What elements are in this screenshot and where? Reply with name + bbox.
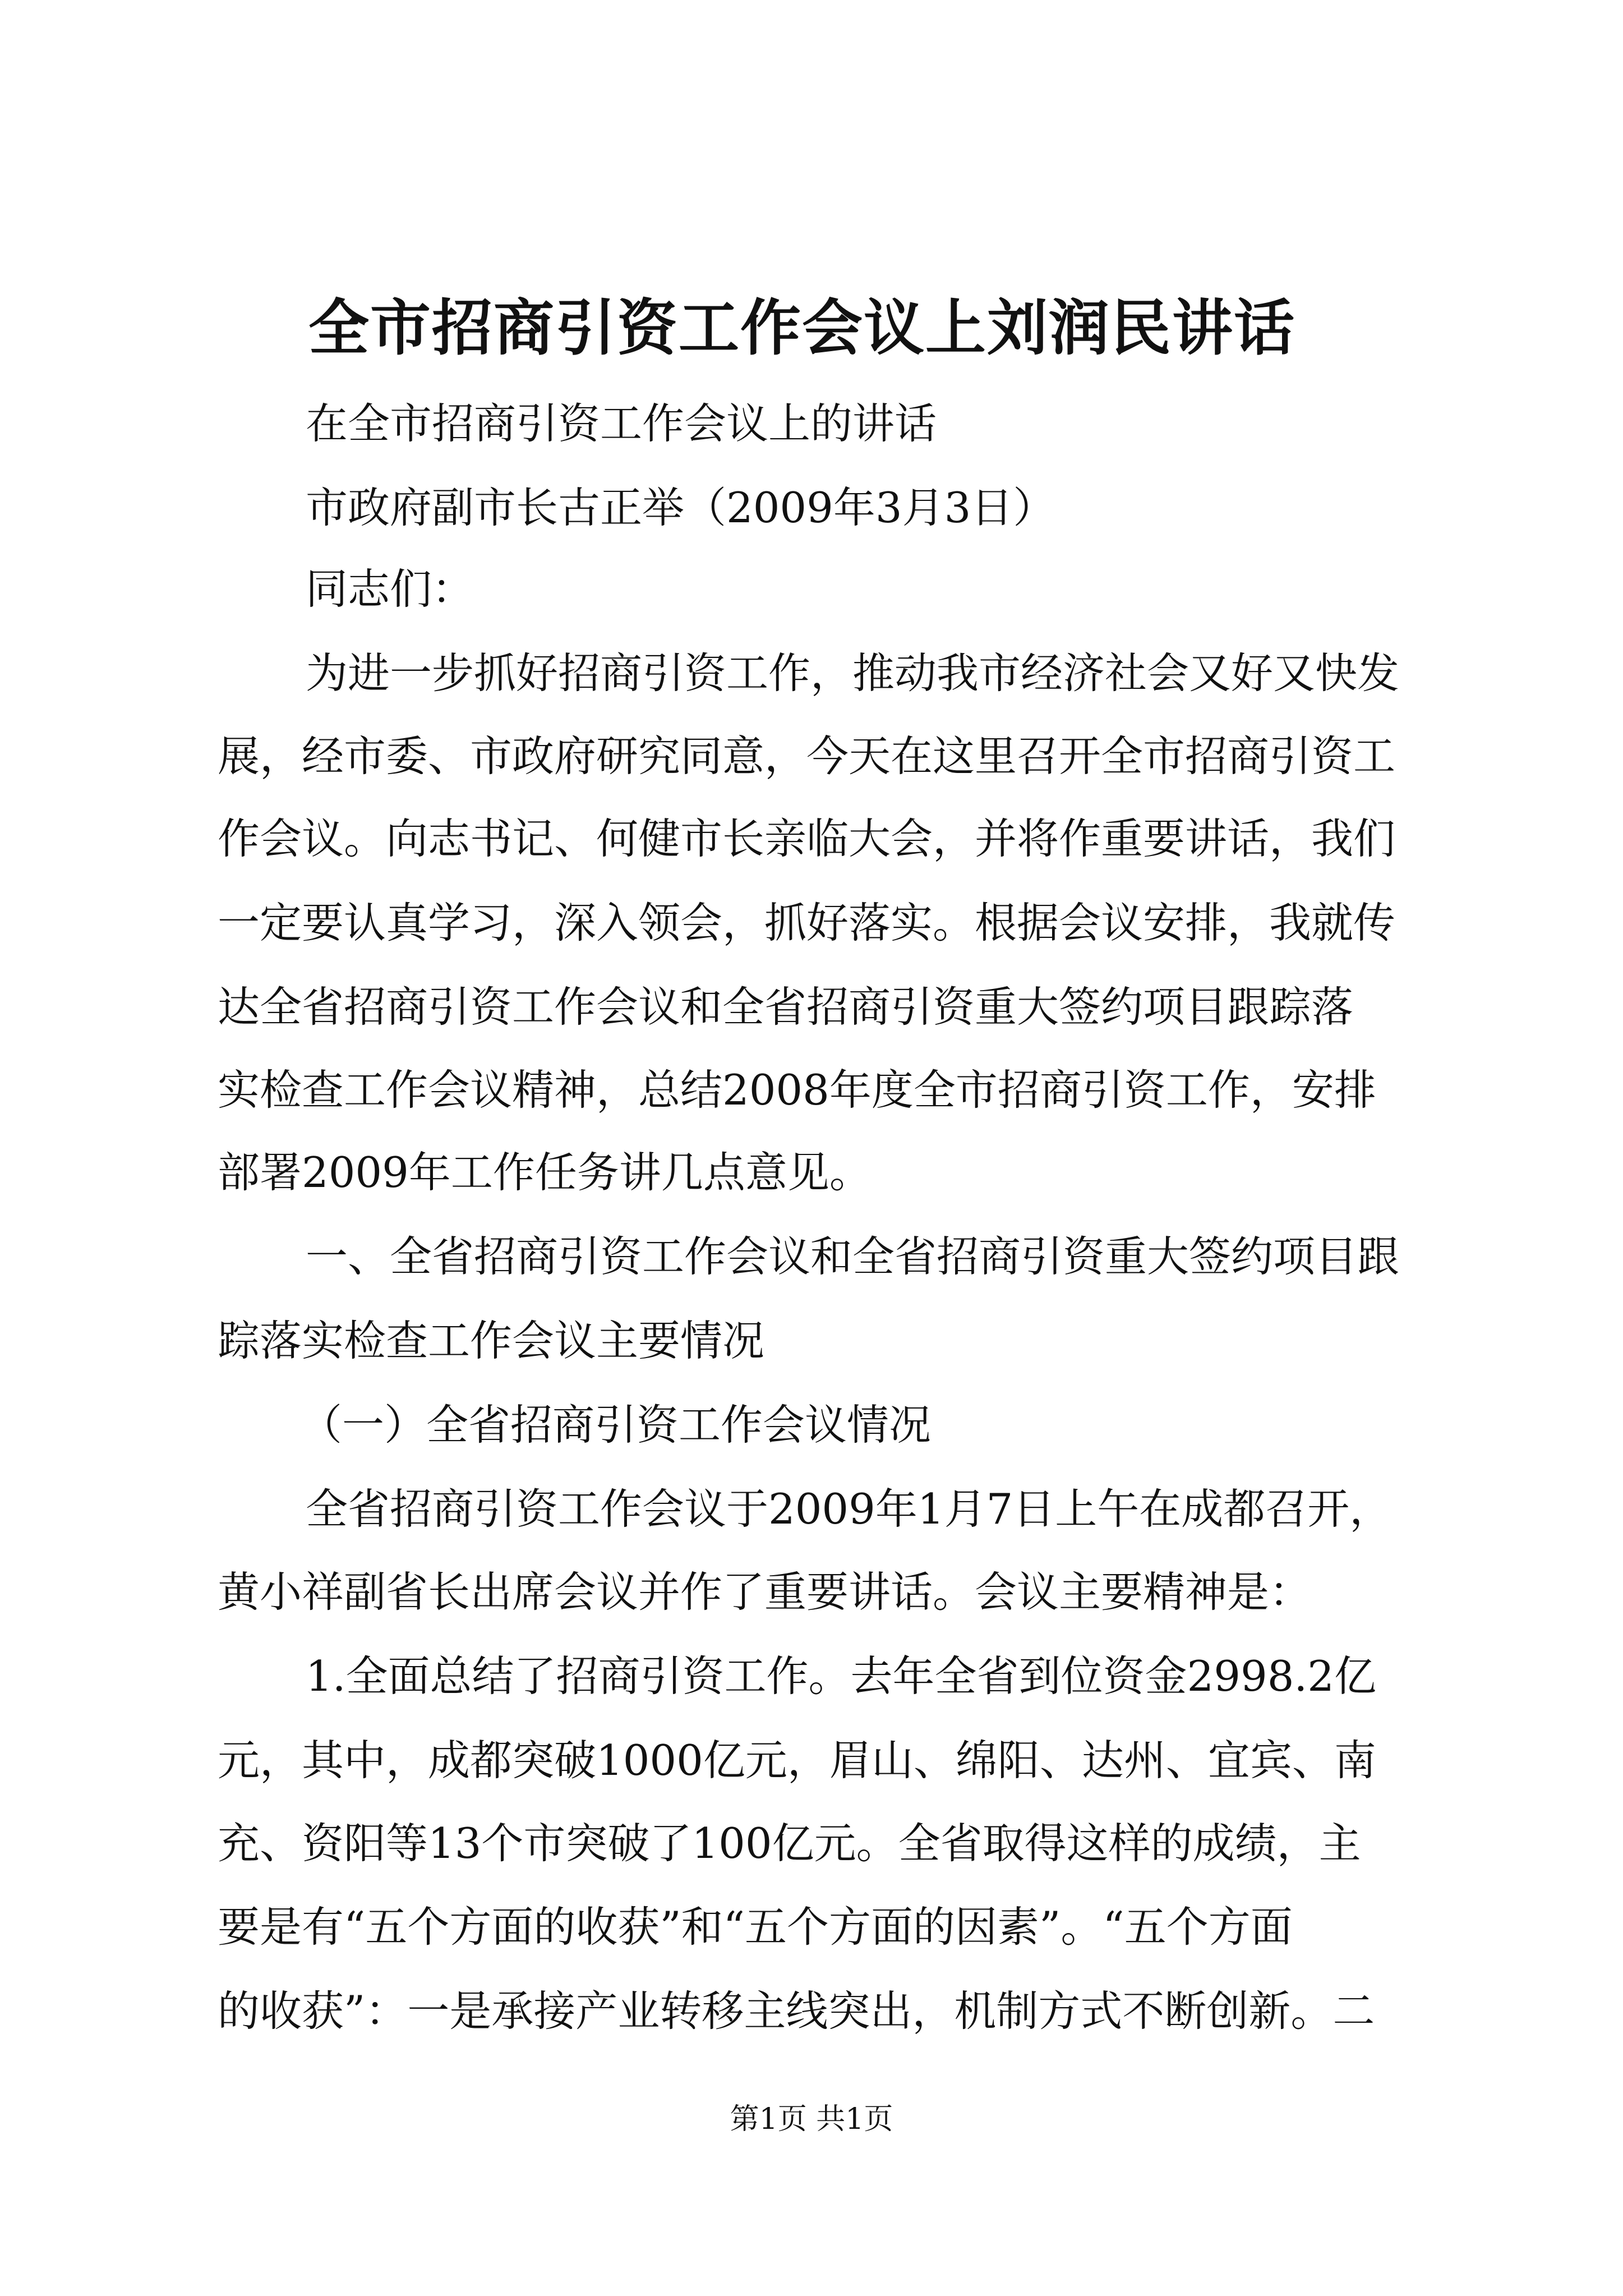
body-line: 要是有“五个方面的收获”和“五个方面的因素”。“五个方面 bbox=[218, 1902, 1293, 1952]
body-line: 的收获”：一是承接产业转移主线突出，机制方式不断创新。二 bbox=[218, 1986, 1375, 2036]
body-line: 部署2009年工作任务讲几点意见。 bbox=[218, 1148, 872, 1197]
salutation: 同志们： bbox=[306, 564, 474, 614]
subsection-heading: （一）全省招商引资工作会议情况 bbox=[300, 1400, 932, 1450]
body-line: 黄小祥副省长出席会议并作了重要讲话。会议主要精神是： bbox=[218, 1567, 1312, 1617]
body-line: 为进一步抓好招商引资工作，推动我市经济社会又好又快发 bbox=[306, 648, 1400, 698]
body-line: 达全省招商引资工作会议和全省招商引资重大签约项目跟踪落 bbox=[218, 982, 1354, 1032]
body-line: 一定要认真学习，深入领会，抓好落实。根据会议安排，我就传 bbox=[218, 898, 1396, 947]
section-heading: 一、全省招商引资工作会议和全省招商引资重大签约项目跟 bbox=[306, 1232, 1400, 1281]
page-footer: 第1页 共1页 bbox=[730, 2102, 893, 2136]
document-title: 全市招商引资工作会议上刘润民讲话 bbox=[308, 293, 1295, 364]
body-line: 作会议。向志书记、何健市长亲临大会，并将作重要讲话，我们 bbox=[218, 814, 1396, 863]
section-heading: 踪落实检查工作会议主要情况 bbox=[218, 1316, 765, 1365]
speech-subtitle: 在全市招商引资工作会议上的讲话 bbox=[306, 399, 937, 448]
body-line: 展，经市委、市政府研究同意，今天在这里召开全市招商引资工 bbox=[218, 731, 1396, 781]
body-line: 实检查工作会议精神，总结2008年度全市招商引资工作，安排 bbox=[218, 1065, 1376, 1115]
speaker-line: 市政府副市长古正举（2009年3月3日） bbox=[306, 483, 1055, 532]
body-line: 全省招商引资工作会议于2009年1月7日上午在成都召开， bbox=[306, 1484, 1392, 1534]
body-line: 元，其中，成都突破1000亿元，眉山、绵阳、达州、宜宾、南 bbox=[218, 1736, 1376, 1785]
body-line: 1.全面总结了招商引资工作。去年全省到位资金2998.2亿 bbox=[306, 1651, 1376, 1701]
body-line: 充、资阳等13个市突破了100亿元。全省取得这样的成绩，主 bbox=[218, 1819, 1361, 1868]
